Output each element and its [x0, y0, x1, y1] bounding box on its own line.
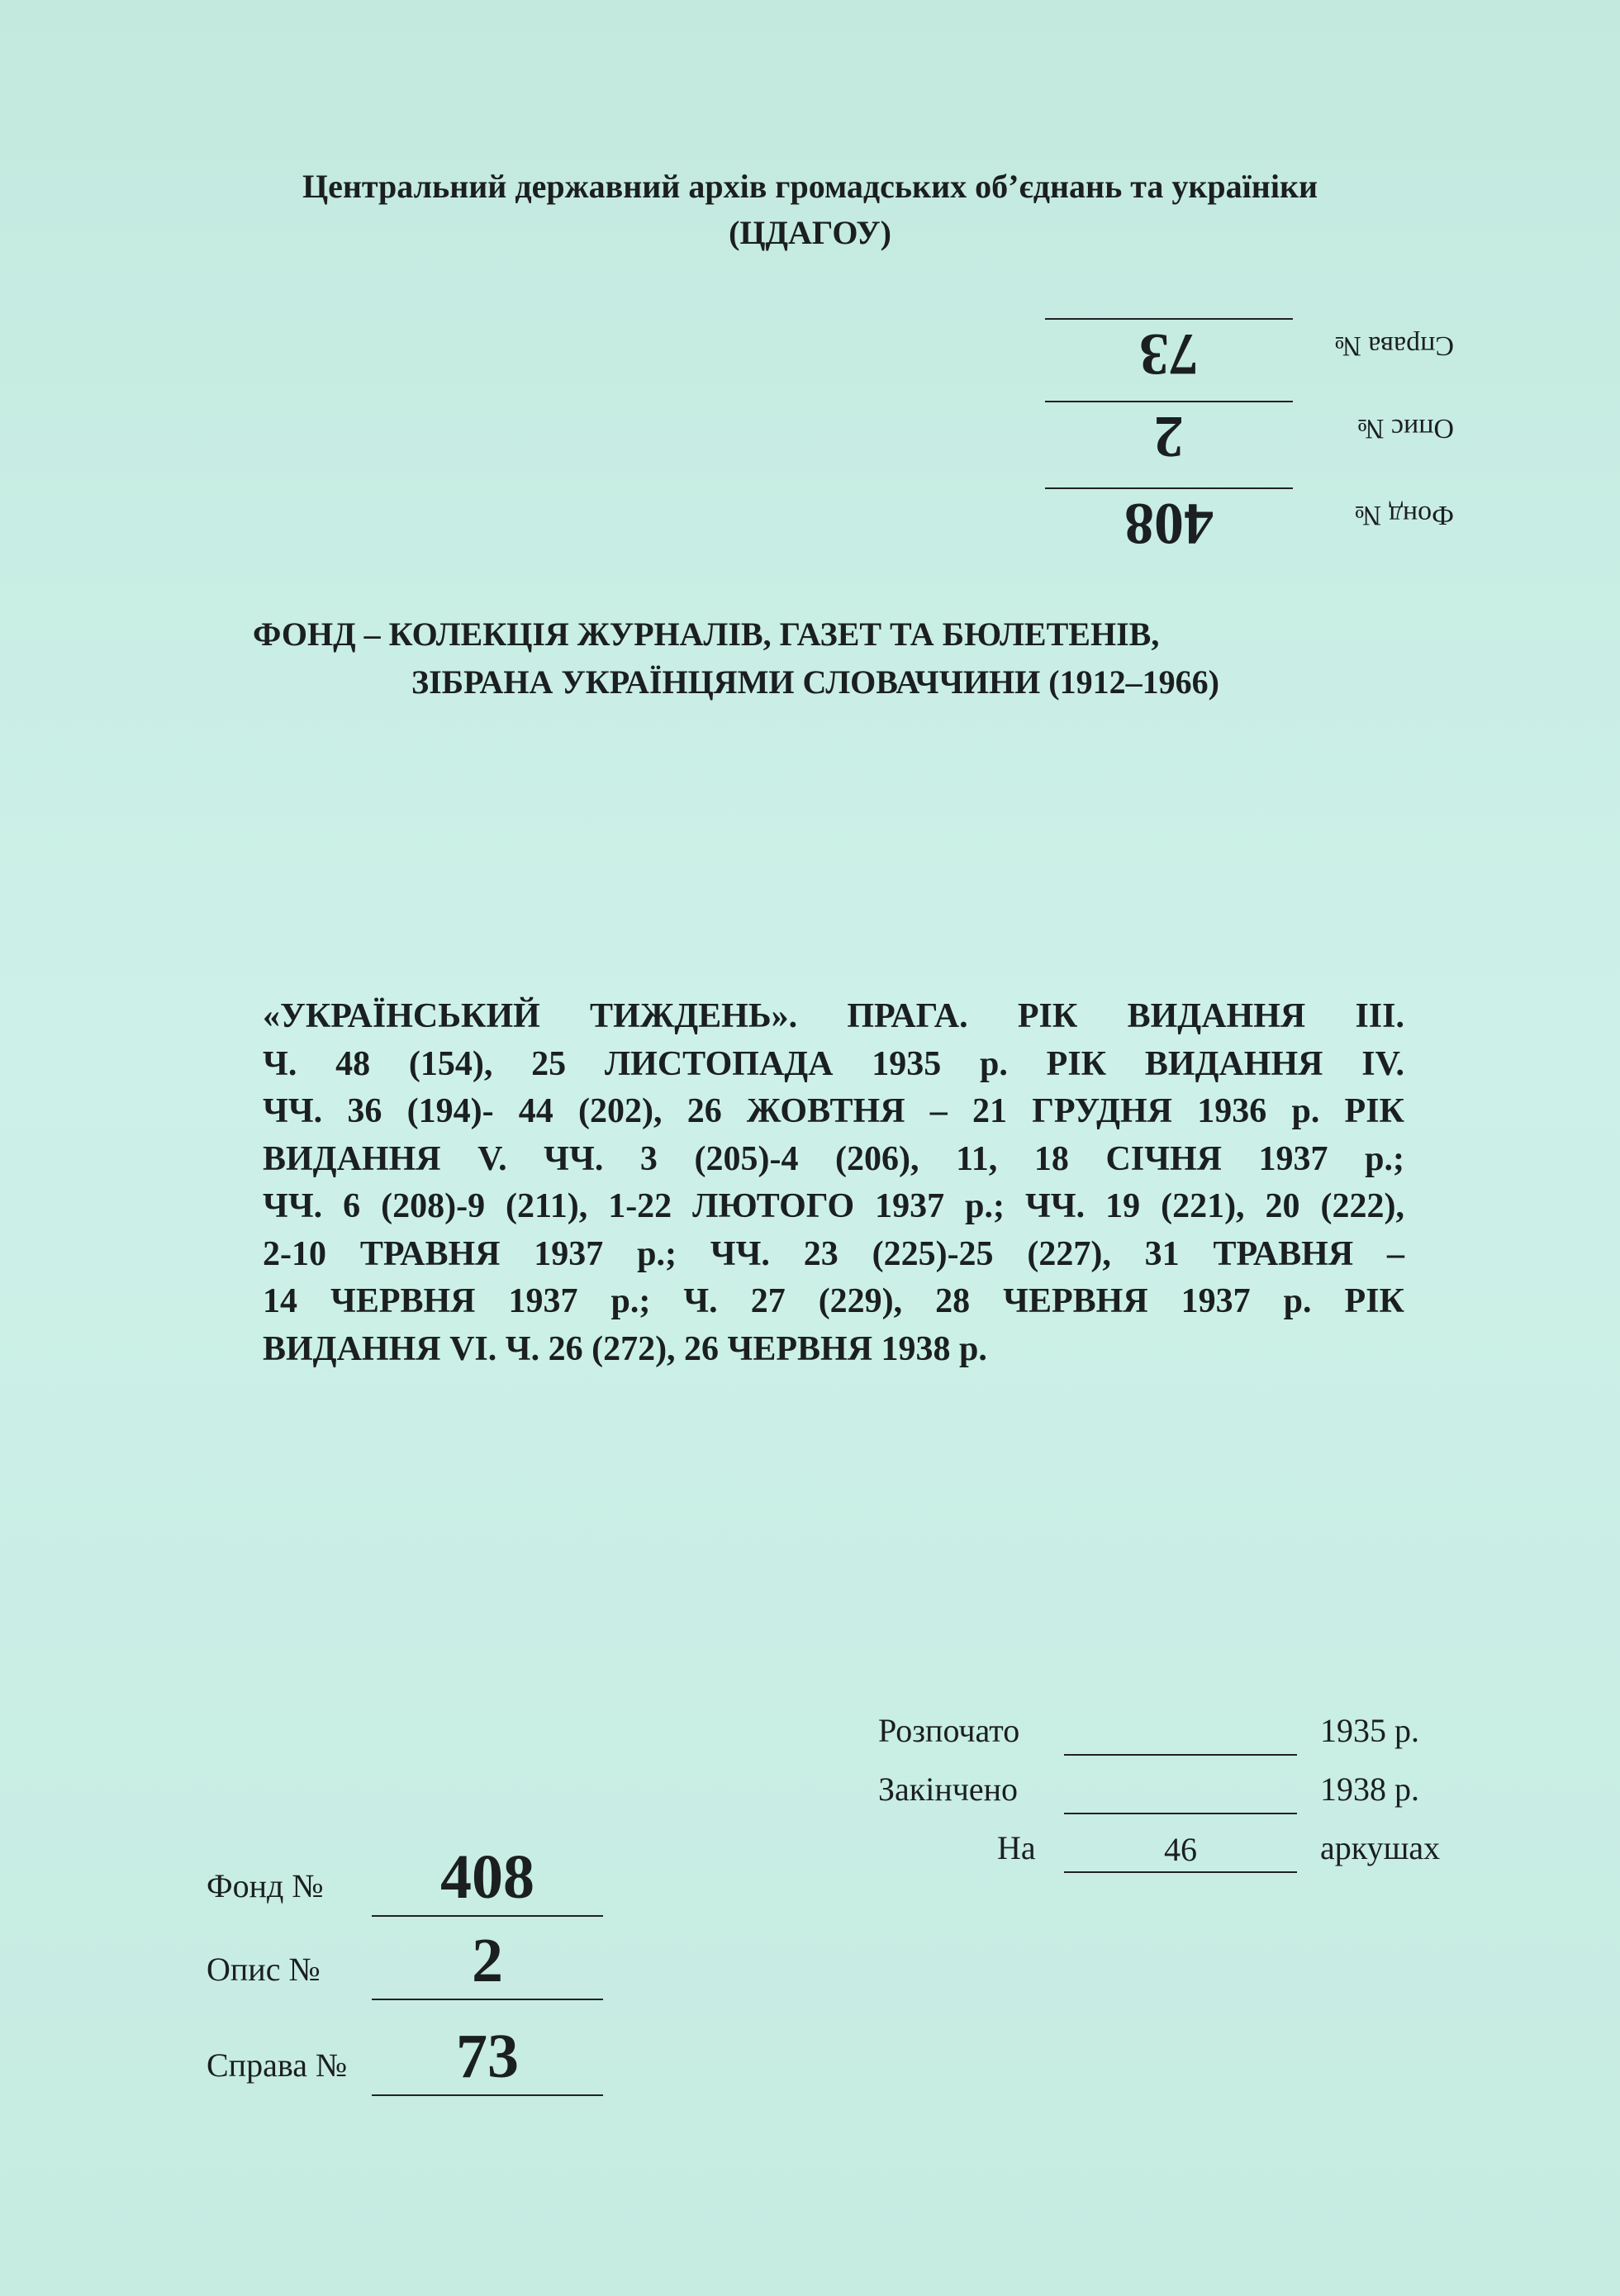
fond-underline [372, 1915, 603, 1917]
description-line: ВИДАННЯ V. ЧЧ. 3 (205)-4 (206), 11, 18 СІЧНЯ 1937 р.; [263, 1139, 1404, 1178]
fond-heading-line-2: ЗІБРАНА УКРАЇНЦЯМИ СЛОВАЧЧИНИ (1912–1966) [411, 663, 1219, 701]
rotated-sprava-row [983, 318, 1454, 387]
description-line: Ч. 48 (154), 25 ЛИСТОПАДА 1935 р. РІК ВИДАННЯ IV. [263, 1044, 1404, 1083]
opys-label: Опис № [207, 1951, 321, 1988]
opys-row [207, 1926, 603, 2000]
rotated-identifier-block [983, 273, 1454, 557]
rotated-opys-value: 2 [1154, 404, 1184, 470]
rotated-fond-label: Фонд № [1354, 500, 1454, 530]
description-line: «УКРАЇНСЬКИЙ ТИЖДЕНЬ». ПРАГА. РІК ВИДАННЯ III. [263, 997, 1404, 1035]
sprava-label: Справа № [207, 2046, 348, 2084]
started-row [878, 1706, 1506, 1756]
finished-row [878, 1765, 1506, 1814]
opys-underline [372, 1999, 603, 2000]
sprava-underline [372, 2094, 603, 2096]
finished-label: Закінчено [878, 1771, 1019, 1808]
rotated-fond-row [983, 487, 1454, 557]
sheets-count: 46 [1064, 1830, 1297, 1873]
fond-label: Фонд № [207, 1867, 324, 1904]
rotated-opys-label: Опис № [1357, 413, 1454, 444]
description-line: ВИДАННЯ VI. Ч. 26 (272), 26 ЧЕРВНЯ 1938 р. [263, 1329, 987, 1368]
rotated-fond-value: 408 [1124, 491, 1214, 557]
fond-heading-line-1: ФОНД – КОЛЕКЦІЯ ЖУРНАЛІВ, ГАЗЕТ ТА БЮЛЕТЕНІВ, [253, 616, 1160, 653]
case-description [263, 993, 1404, 1373]
started-year: 1935 р. [1320, 1712, 1419, 1749]
started-label: Розпочато [878, 1712, 1020, 1749]
description-line: ЧЧ. 6 (208)-9 (211), 1-22 ЛЮТОГО 1937 р.; ЧЧ. 19 (221), 20 (222), [263, 1187, 1404, 1225]
sheets-row [878, 1823, 1539, 1873]
rotated-sprava-value: 73 [1139, 321, 1199, 387]
sheets-label: На [997, 1829, 1036, 1866]
archive-abbreviation: (ЦДАГОУ) [729, 214, 891, 251]
sprava-value: 73 [456, 2022, 519, 2091]
fond-value: 408 [440, 1842, 534, 1912]
description-line: 2-10 ТРАВНЯ 1937 р.; ЧЧ. 23 (225)-25 (227), 31 ТРАВНЯ – [263, 1234, 1404, 1273]
started-underline [1064, 1714, 1297, 1756]
sheets-suffix: аркушах [1320, 1829, 1441, 1866]
sprava-row [207, 2022, 603, 2096]
rotated-opys-row [983, 401, 1454, 470]
finished-underline [1064, 1773, 1297, 1814]
finished-year: 1938 р. [1320, 1771, 1419, 1808]
archive-name: Центральний державний архів громадських об’єднань та україніки [302, 168, 1318, 205]
description-line: ЧЧ. 36 (194)- 44 (202), 26 ЖОВТНЯ – 21 ГРУДНЯ 1936 р. РІК [263, 1092, 1404, 1130]
opys-value: 2 [472, 1926, 503, 1995]
fond-row [207, 1842, 603, 1917]
description-line: 14 ЧЕРВНЯ 1937 р.; Ч. 27 (229), 28 ЧЕРВНЯ 1937 р. РІК [263, 1282, 1404, 1320]
rotated-sprava-label: Справа № [1334, 330, 1454, 361]
